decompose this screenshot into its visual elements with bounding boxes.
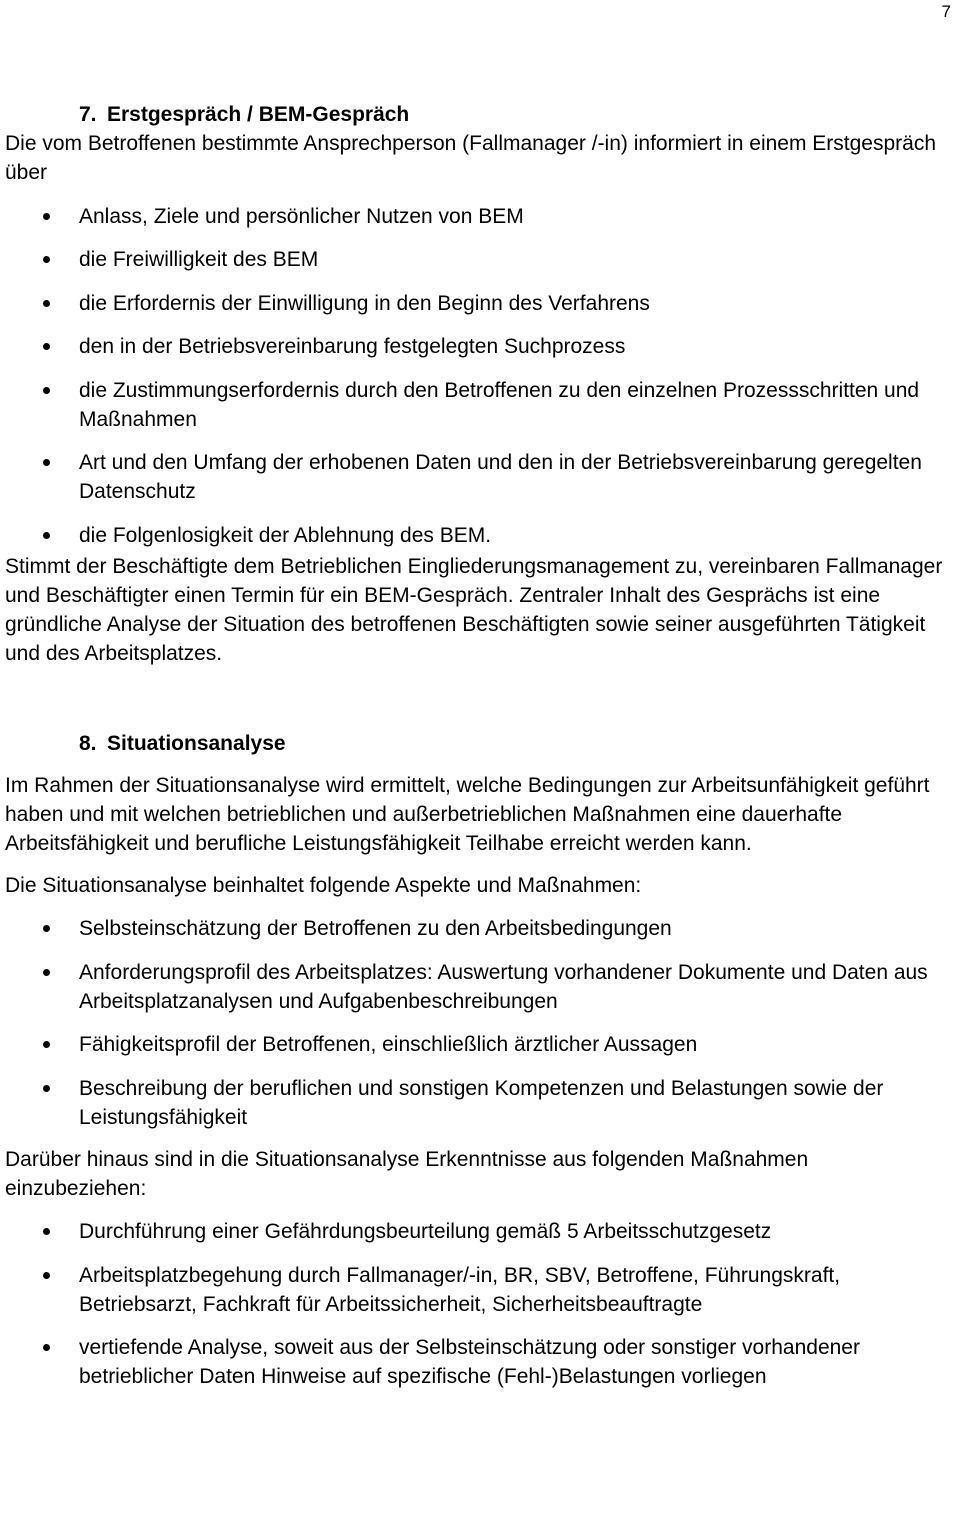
list-item: den in der Betriebsvereinbarung festgelegten Suchprozess <box>5 332 955 361</box>
section-8-more-lead: Darüber hinaus sind in die Situationsanalyse Erkenntnisse aus folgenden Maßnahmen einzubeziehen: <box>5 1147 809 1200</box>
list-item: die Erfordernis der Einwilligung in den Beginn des Verfahrens <box>5 289 955 318</box>
list-item: Arbeitsplatzbegehung durch Fallmanager/-in, BR, SBV, Betroffene, Führungskraft, Betriebsarzt, Fachkraft für Arbeitssicherheit, Sicherheitsbeauftragte <box>5 1261 955 1319</box>
document-content <box>5 100 955 1391</box>
list-item: die Freiwilligkeit des BEM <box>5 245 955 274</box>
section-8-title: Situationsanalyse <box>107 731 286 755</box>
list-item: vertiefende Analyse, soweit aus der Selbsteinschätzung oder sonstiger vorhandener betrieblicher Daten Hinweise auf spezifische (Fehl-)Belastungen vorliegen <box>5 1333 955 1391</box>
list-item: Anforderungsprofil des Arbeitsplatzes: Auswertung vorhandener Dokumente und Daten aus Arbeitsplatzanalysen und Aufgabenbeschreibungen <box>5 958 955 1016</box>
section-7-list <box>5 202 955 550</box>
list-item: Art und den Umfang der erhobenen Daten und den in der Betriebsvereinbarung geregelten Datenschutz <box>5 448 955 506</box>
list-item: Anlass, Ziele und persönlicher Nutzen von BEM <box>5 202 955 231</box>
list-item: die Folgenlosigkeit der Ablehnung des BEM. <box>5 521 955 550</box>
section-8-more-list <box>5 1217 955 1391</box>
section-7-title: Erstgespräch / BEM-Gespräch <box>107 103 410 126</box>
page-number: 7 <box>941 2 951 21</box>
section-8-number: 8. <box>79 731 97 755</box>
section-7-number: 7. <box>79 103 97 126</box>
section-8-intro: Im Rahmen der Situationsanalyse wird ermittelt, welche Bedingungen zur Arbeitsunfähigkeit geführt haben und mit welchen betrieblichen und außerbetrieblichen Maßnahmen eine dauerhafte Arbeitsfähigkeit und berufliche Leistungsfähigkeit Teilhabe erreicht werden kann. <box>5 773 930 855</box>
section-7-intro: Die vom Betroffenen bestimmte Ansprechperson (Fallmanager /-in) informiert in einem Erstgespräch über <box>5 132 937 184</box>
section-8-lead: Die Situationsanalyse beinhaltet folgende Aspekte und Maßnahmen: <box>5 873 642 897</box>
list-item: Beschreibung der beruflichen und sonstigen Kompetenzen und Belastungen sowie der Leistungsfähigkeit <box>5 1074 955 1132</box>
section-7-heading <box>79 100 955 129</box>
section-8-heading <box>79 729 955 758</box>
list-item: Durchführung einer Gefährdungsbeurteilung gemäß 5 Arbeitsschutzgesetz <box>5 1217 955 1246</box>
section-8-list <box>5 914 955 1132</box>
list-item: die Zustimmungserfordernis durch den Betroffenen zu den einzelnen Prozessschritten und Maßnahmen <box>5 376 955 434</box>
list-item: Selbsteinschätzung der Betroffenen zu den Arbeitsbedingungen <box>5 914 955 943</box>
list-item: Fähigkeitsprofil der Betroffenen, einschließlich ärztlicher Aussagen <box>5 1030 955 1059</box>
section-7-closing: Stimmt der Beschäftigte dem Betrieblichen Eingliederungsmanagement zu, vereinbaren Fallmanager und Beschäftigter einen Termin für ein BEM-Gespräch. Zentraler Inhalt des Gesprächs ist eine gründliche Analyse der Situation des betroffenen Beschäftigten sowie seiner ausgeführten Tätigkeit und des Arbeitsplatzes. <box>5 554 943 665</box>
